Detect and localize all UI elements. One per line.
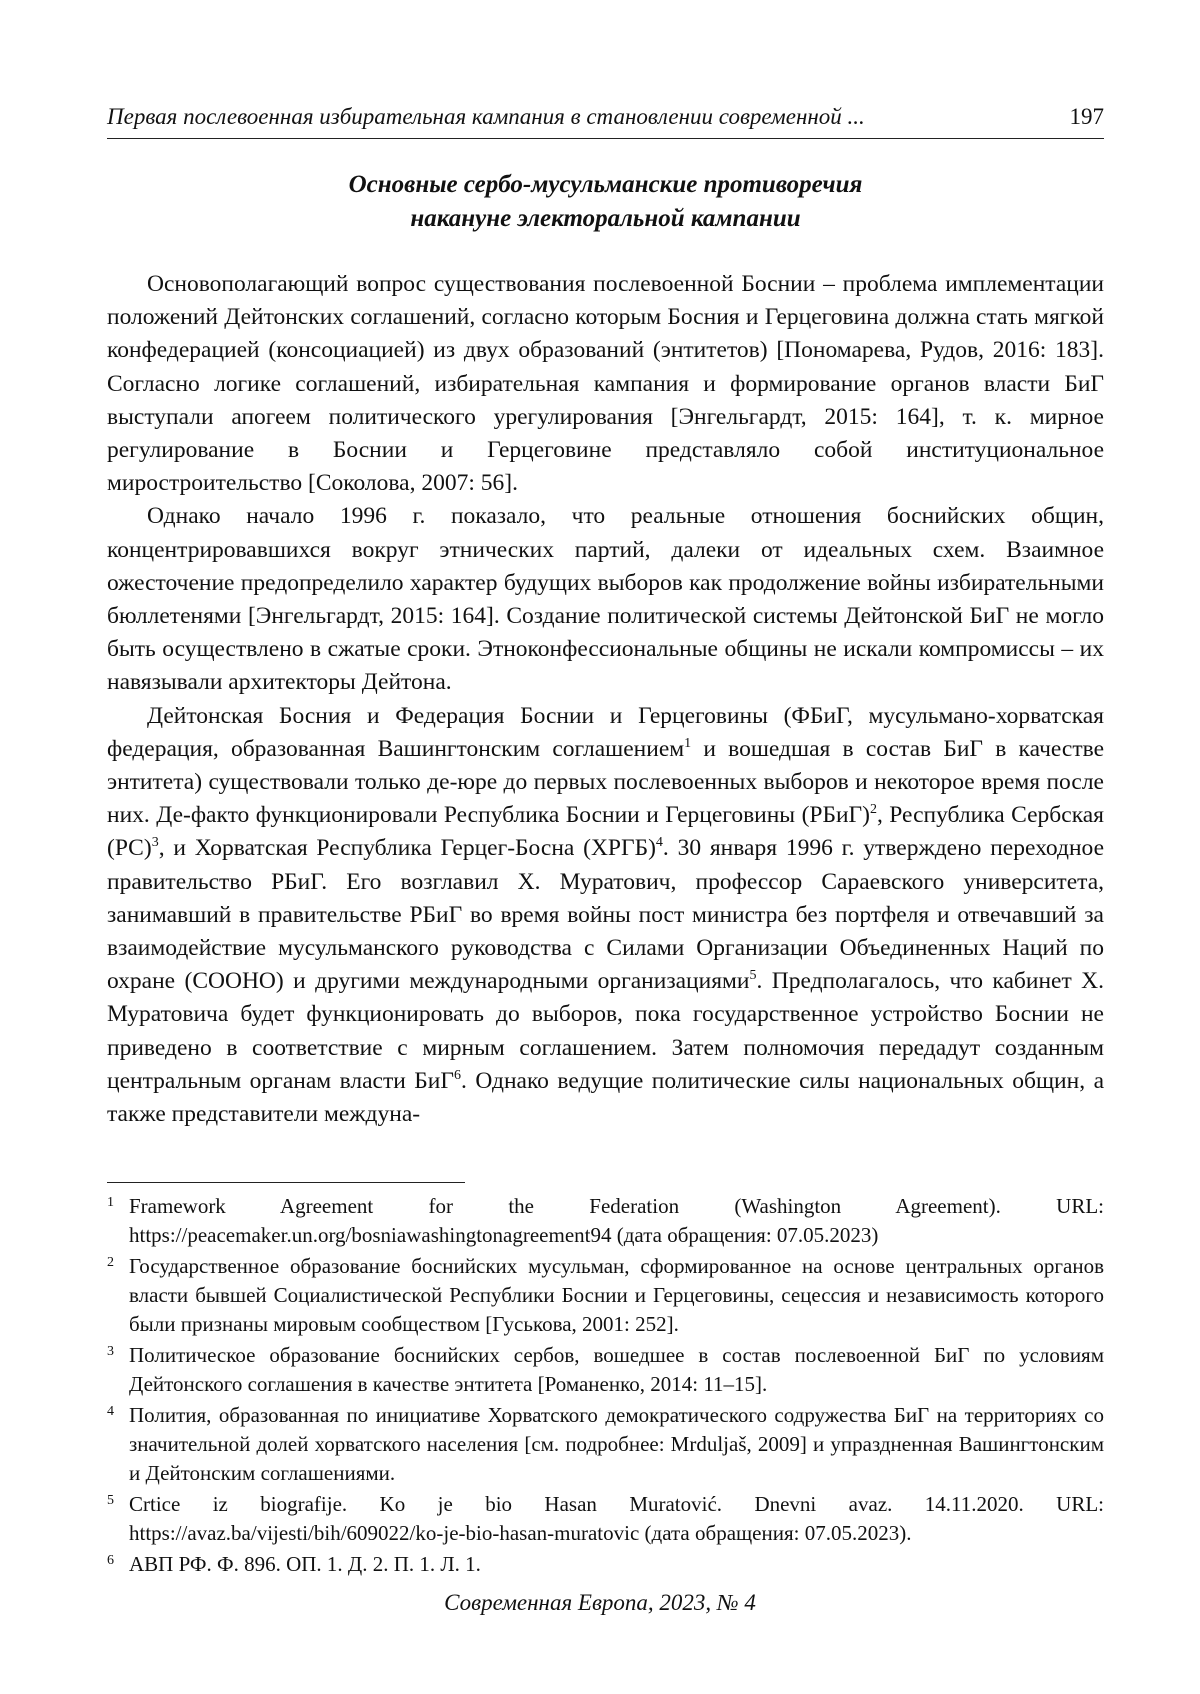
paragraph-3-part-2: и вошедшая в состав БиГ в качестве энтитета) существовали только де-юре до первых послевоенных выборов и некоторое время после них. Де-факто функционировали Республика Боснии и Герцеговины (РБиГ) (107, 735, 1104, 829)
footnotes (107, 1192, 1104, 1581)
section-title-line-2: накануне электоральной кампании (410, 205, 801, 232)
footnote-text: Framework Agreement for the Federation (Washington Agreement). URL: https://peacemaker.un.org/bosniawashingtonagreement94 (дата обращения: 07.05.2023) (129, 1194, 1104, 1247)
paragraph-3-part-7: . Однако ведущие политические силы национальных общин, а также представители междуна- (107, 1067, 1104, 1128)
section-title (107, 168, 1104, 236)
footnote-number: 1 (107, 1195, 114, 1210)
footnote-ref-3[interactable]: 3 (151, 835, 159, 851)
paragraph-3-part-4: , и Хорватская Республика Герцег-Босна (ХРГБ) (158, 835, 656, 862)
footnote-text: Crtice iz biografije. Ko je bio Hasan Muratović. Dnevni avaz. 14.11.2020. URL: https://avaz.ba/vijesti/bih/609022/ko-je-bio-hasan-muratovic (дата обращения: 07.05.2023). (129, 1492, 1104, 1545)
paragraph-3-part-6: . Предполагалось, что кабинет Х. Муратовича будет функционировать до выборов, пока государственное устройство Боснии не приведено в соответствие с мирным соглашением. Затем полномочия передадут созданным центральным органам власти БиГ (107, 968, 1104, 1094)
footnote-ref-5[interactable]: 5 (749, 968, 757, 984)
footnote-ref-1[interactable]: 1 (684, 736, 692, 752)
footnote-text: Политическое образование боснийских сербов, вошедшее в состав послевоенной БиГ по условиям Дейтонского соглашения в качестве энтитета [Романенко, 2014: 11–15]. (129, 1343, 1104, 1396)
paragraph-3-part-3: , Республика Сербская (РС) (107, 802, 1104, 862)
footnote-ref-4[interactable]: 4 (655, 835, 663, 851)
page-number: 197 (1069, 104, 1104, 129)
journal-footer: Современная Европа, 2023, № 4 (444, 1590, 756, 1615)
footnote-number: 2 (107, 1255, 114, 1270)
footnote-number: 3 (107, 1344, 114, 1359)
footnote-6 (107, 1550, 1104, 1579)
paragraph-3 (107, 700, 1104, 1132)
running-head (107, 104, 1104, 139)
footnote-5 (107, 1490, 1104, 1548)
paragraph-2: Однако начало 1996 г. показало, что реальные отношения боснийских общин, концентрировавшихся вокруг этнических партий, далеки от идеальных схем. Взаимное ожесточение предопределило характер будущих выборов как продолжение войны избирательными бюллетенями [Энгельгардт, 2015: 164]. Создание политической системы Дейтонской БиГ не могло быть осуществлено в сжатые сроки. Этноконфессиональные общины не искали компромиссы – их навязывали архитекторы Дейтона. (107, 503, 1104, 696)
footnote-ref-2[interactable]: 2 (869, 802, 877, 818)
footnote-2 (107, 1252, 1104, 1339)
footnote-3 (107, 1341, 1104, 1399)
section-title-line-1: Основные сербо-мусульманские противоречия (348, 171, 863, 198)
footnote-ref-6[interactable]: 6 (453, 1068, 461, 1084)
footnote-1 (107, 1192, 1104, 1250)
footnote-text: Государственное образование боснийских мусульман, сформированное на основе центральных органов власти бывшей Социалистической Республики Боснии и Герцеговины, сецессия и независимость которого были признаны мировым сообществом [Гуськова, 2001: 252]. (129, 1254, 1104, 1336)
footnote-number: 5 (107, 1493, 114, 1508)
paragraph-3-part-5: . 30 января 1996 г. утверждено переходное правительство РБиГ. Его возглавил Х. Муратович, профессор Сараевского университета, занимавший в правительстве РБиГ во время войны пост министра без портфеля и отвечавший за взаимодействие мусульманского руководства с Силами Организации Объединенных Наций по охране (СООНО) и другими международными организациями (107, 835, 1105, 995)
footnote-text: Полития, образованная по инициативе Хорватского демократического содружества БиГ на территориях со значительной долей хорватского населения [см. подробнее: Mrduljaš, 2009] и упраздненная Вашингтонским и Дейтонским соглашениями. (129, 1403, 1104, 1485)
footnote-number: 4 (107, 1404, 114, 1419)
footnote-4 (107, 1401, 1104, 1488)
footnote-separator (107, 1182, 465, 1183)
footnote-number: 6 (107, 1553, 114, 1568)
footnote-text: АВП РФ. Ф. 896. ОП. 1. Д. 2. П. 1. Л. 1. (129, 1552, 481, 1576)
body-text (107, 268, 1104, 1131)
paragraph-1: Основополагающий вопрос существования послевоенной Боснии – проблема имплементации положений Дейтонских соглашений, согласно которым Босния и Герцеговина должна стать мягкой конфедерацией (консоциацией) из двух образований (энтитетов) [Пономарева, Рудов, 2016: 183]. Согласно логике соглашений, избирательная кампания и формирование органов власти БиГ выступали апогеем политического урегулирования [Энгельгардт, 2015: 164], т. к. мирное регулирование в Боснии и Герцеговине представляло собой институциональное миростроительство [Соколова, 2007: 56]. (107, 271, 1104, 497)
running-title: Первая послевоенная избирательная кампания в становлении современной ... (107, 104, 865, 129)
paragraph-3-part-1: Дейтонская Босния и Федерация Боснии и Герцеговины (ФБиГ, мусульмано-хорватская федерация, образованная Вашингтонским соглашением (107, 702, 1104, 762)
